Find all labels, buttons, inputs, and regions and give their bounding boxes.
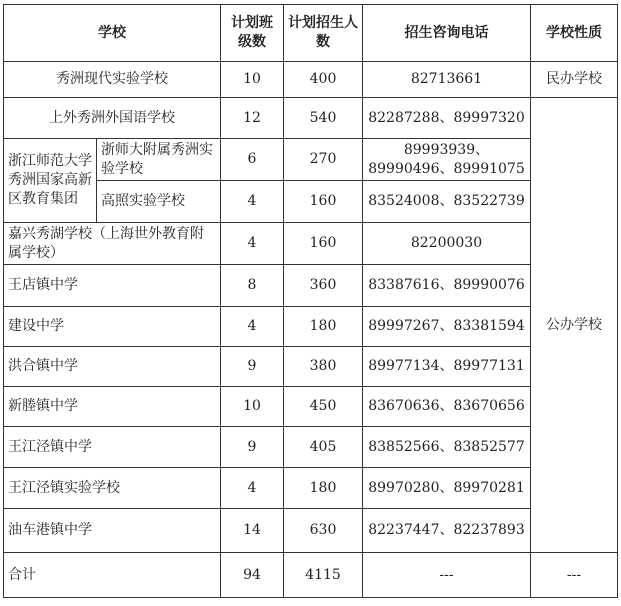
phone-number: 82237447、82237893 [363,509,531,553]
total-label: 合计 [4,553,221,598]
phone-number: 83670636、83670656 [363,387,531,427]
school-name: 王江泾镇中学 [4,427,221,468]
enroll-count: 270 [284,139,363,181]
enroll-count: 180 [284,307,363,347]
class-count: 10 [221,62,284,98]
enroll-count: 405 [284,427,363,468]
school-name: 王店镇中学 [4,265,221,307]
school-name: 秀洲现代实验学校 [4,62,221,98]
table-row [4,347,618,387]
table-row [4,509,618,553]
total-row [4,553,618,598]
class-count: 12 [221,98,284,139]
table-row [4,427,618,468]
total-nature: --- [531,553,618,598]
enroll-count: 160 [284,181,363,223]
table-row [4,265,618,307]
class-count: 4 [221,181,284,223]
school-name: 浙师大附属秀洲实验学校 [97,139,221,181]
header-row [4,5,618,62]
school-name: 王江泾镇实验学校 [4,468,221,509]
table-row [4,62,618,98]
enroll-count: 180 [284,468,363,509]
table-row [4,307,618,347]
phone-number: 89993939、89990496、89991075 [363,139,531,181]
phone-number: 82287288、89997320 [363,98,531,139]
school-nature-public: 公办学校 [531,98,618,553]
total-classes: 94 [221,553,284,598]
class-count: 4 [221,223,284,265]
phone-number: 83852566、83852577 [363,427,531,468]
phone-number: 83524008、83522739 [363,181,531,223]
class-count: 14 [221,509,284,553]
school-nature-private: 民办学校 [531,62,618,98]
table-row [4,98,618,139]
class-count: 6 [221,139,284,181]
class-count: 9 [221,427,284,468]
enroll-count: 400 [284,62,363,98]
phone-number: 89970280、89970281 [363,468,531,509]
school-name: 新塍镇中学 [4,387,221,427]
enroll-count: 540 [284,98,363,139]
header-phone: 招生咨询电话 [363,5,531,62]
table-row [4,223,618,265]
class-count: 8 [221,265,284,307]
school-name: 油车港镇中学 [4,509,221,553]
header-enroll: 计划招生人数 [284,5,363,62]
phone-number: 82713661 [363,62,531,98]
total-enroll: 4115 [284,553,363,598]
enroll-count: 630 [284,509,363,553]
school-name: 嘉兴秀湖学校（上海世外教育附属学校） [4,223,221,265]
enroll-count: 380 [284,347,363,387]
school-name: 高照实验学校 [97,181,221,223]
education-group-name: 浙江师范大学秀洲国家高新区教育集团 [4,139,97,223]
phone-number: 83387616、89990076 [363,265,531,307]
enroll-count: 450 [284,387,363,427]
enrollment-table [3,4,618,598]
class-count: 4 [221,468,284,509]
header-classes: 计划班级数 [221,5,284,62]
class-count: 4 [221,307,284,347]
enroll-count: 160 [284,223,363,265]
header-nature: 学校性质 [531,5,618,62]
school-name: 建设中学 [4,307,221,347]
phone-number: 82200030 [363,223,531,265]
header-school: 学校 [4,5,221,62]
phone-number: 89997267、83381594 [363,307,531,347]
phone-number: 89977134、89977131 [363,347,531,387]
school-name: 上外秀洲外国语学校 [4,98,221,139]
class-count: 10 [221,387,284,427]
school-name: 洪合镇中学 [4,347,221,387]
class-count: 9 [221,347,284,387]
enroll-count: 360 [284,265,363,307]
table-row [4,181,618,223]
table-row [4,387,618,427]
table-row [4,139,618,181]
table-row [4,468,618,509]
total-phone: --- [363,553,531,598]
